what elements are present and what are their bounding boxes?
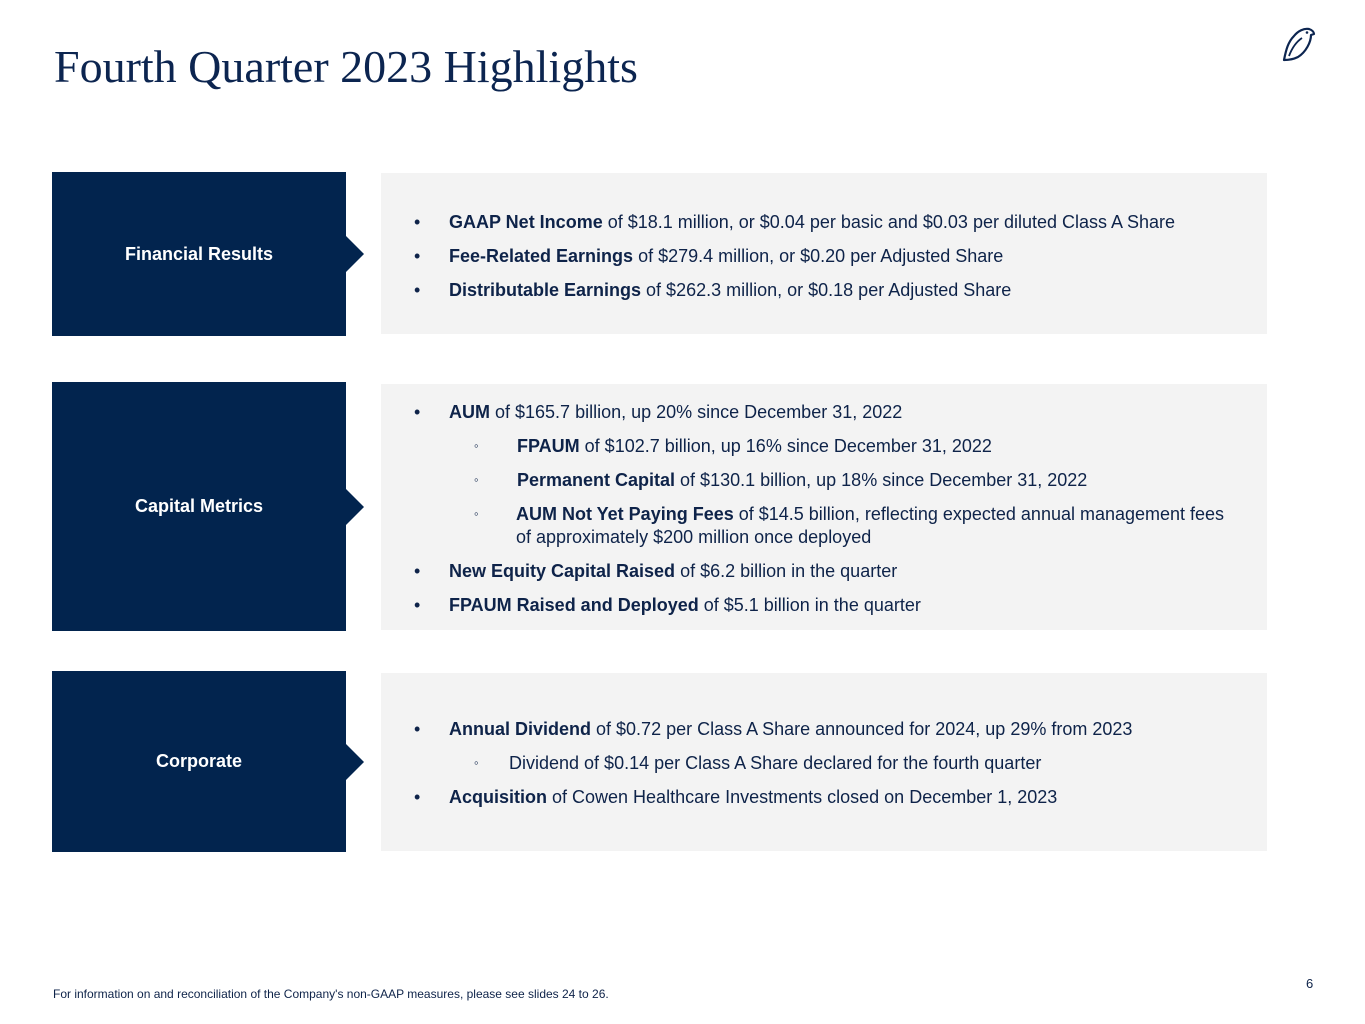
arrow-notch [346,489,364,525]
bullet-text: Dividend of $0.14 per Class A Share declared for the fourth quarter [509,753,1042,773]
bullet-item [381,401,1267,435]
sub-bullet-item [381,469,1267,503]
bullet-bold: Fee-Related Earnings [449,246,634,266]
bullet-item [381,211,1267,245]
bullet-bold: New Equity Capital Raised [449,561,676,581]
bullet-icon: • [414,212,421,232]
sub-bullet-icon: ◦ [474,755,479,770]
bullet-text: of $102.7 billion, up 16% since December 31, 2022 [579,436,992,456]
bullet-text: of $18.1 million, or $0.04 per basic and $0.03 per diluted Class A Share [602,212,1176,232]
capital-metrics-panel [381,384,1267,630]
sub-bullet-icon: ◦ [474,472,479,487]
section-label-text: Corporate [155,751,242,771]
bullet-text: of $5.1 billion in the quarter [698,595,921,615]
capital-metrics-label [52,382,346,631]
arrow-notch [346,744,364,780]
bullet-icon: • [414,280,421,300]
bullet-bold: AUM [449,402,490,422]
financial-results-panel [381,173,1267,334]
bullet-item [381,786,1267,820]
bullet-icon: • [414,561,421,581]
bullet-icon: • [414,402,421,422]
bullet-bold: AUM Not Yet Paying Fees [516,504,734,524]
bullet-text-line2: of approximately $200 million once deployed [516,527,872,547]
page-title: Fourth Quarter 2023 Highlights [54,41,638,92]
bullet-item [381,560,1267,594]
footnote: For information on and reconciliation of the Company's non-GAAP measures, please see slides 24 to 26. [53,987,609,1001]
sub-bullet-icon: ◦ [474,438,479,453]
bullet-item [381,718,1267,752]
arrow-notch [346,236,364,272]
page-number: 6 [1306,976,1314,991]
corporate-label [52,671,346,852]
sub-bullet-item [381,503,1267,560]
corporate-panel [381,673,1267,851]
bullet-item [381,279,1267,313]
sub-bullet-icon: ◦ [474,506,479,521]
bullet-text: of $6.2 billion in the quarter [675,561,898,581]
bullet-text: of $165.7 billion, up 20% since December 31, 2022 [490,402,903,422]
bullet-text: of $262.3 million, or $0.18 per Adjusted Share [641,280,1012,300]
bullet-bold: Distributable Earnings [449,280,642,300]
bullet-text: of $279.4 million, or $0.20 per Adjusted Share [633,246,1004,266]
sub-bullet-item [381,752,1267,786]
bullet-item [381,245,1267,279]
section-label-text: Capital Metrics [134,496,264,516]
bullet-bold: Annual Dividend [449,719,592,739]
financial-results-label [52,172,346,336]
bird-logo-icon [1276,22,1318,64]
bullet-bold: FPAUM Raised and Deployed [449,595,699,615]
bullet-text: of $0.72 per Class A Share announced for 2024, up 29% from 2023 [591,719,1133,739]
bullet-text: of $14.5 billion, reflecting expected annual management fees [733,504,1225,524]
section-label-text: Financial Results [124,243,274,264]
bullet-item [381,594,1267,628]
bullet-icon: • [414,787,421,807]
bullet-icon: • [414,246,421,266]
bullet-bold: Acquisition [449,787,547,807]
bullet-icon: • [414,719,421,739]
bullet-bold: GAAP Net Income [449,212,603,232]
bullet-bold: FPAUM [517,436,580,456]
bullet-bold: Permanent Capital [517,470,676,490]
bullet-text: of $130.1 billion, up 18% since December 31, 2022 [675,470,1088,490]
bullet-icon: • [414,595,421,615]
sub-bullet-item [381,435,1267,469]
bullet-text: of Cowen Healthcare Investments closed on December 1, 2023 [547,787,1058,807]
